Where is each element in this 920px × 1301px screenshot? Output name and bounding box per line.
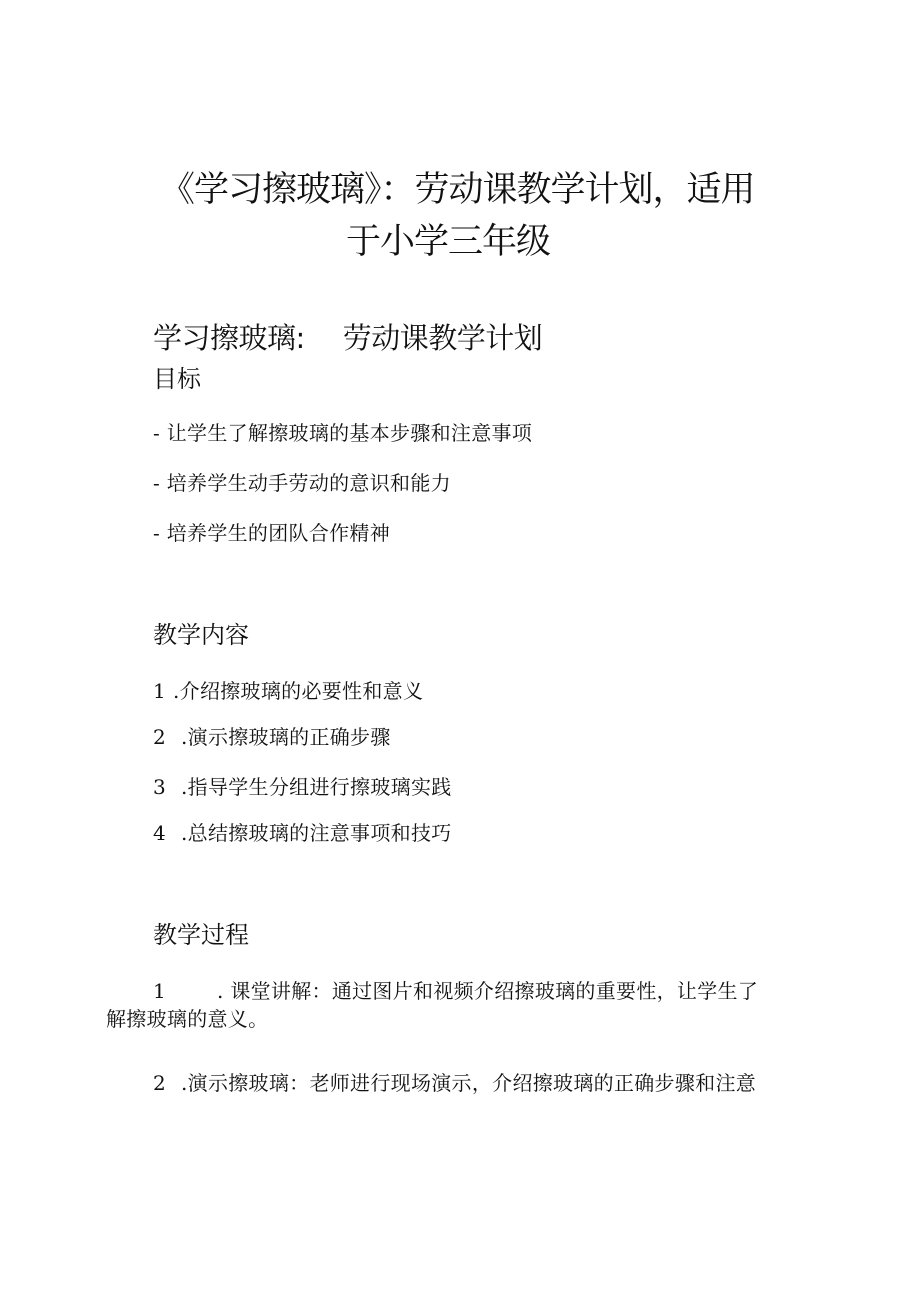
process-heading: 教学过程 <box>153 921 249 949</box>
document-title-line-2: 于小学三年级 <box>346 222 551 262</box>
goal-item: - 培养学生的团队合作精神 <box>153 521 391 545</box>
content-item-number: 1 <box>153 679 167 703</box>
process-step-1-line-1 <box>153 976 758 1006</box>
process-step-text: .演示擦玻璃：老师进行现场演示，介绍擦玻璃的正确步骤和注意 <box>181 1071 757 1095</box>
content-heading: 教学内容 <box>153 621 249 649</box>
content-item-number: 2 <box>153 725 167 749</box>
process-step-text: . 课堂讲解：通过图片和视频介绍擦玻璃的重要性，让学生了 <box>217 979 759 1003</box>
plan-title-left: 学习擦玻璃: <box>153 321 305 355</box>
content-item-text: .演示擦玻璃的正确步骤 <box>181 725 391 749</box>
content-item <box>153 676 423 706</box>
document-title-line-1: 《学习擦玻璃》：劳动课教学计划，适用 <box>160 170 755 210</box>
process-step-number: 2 <box>153 1071 167 1095</box>
content-item <box>153 818 452 848</box>
goal-item: - 培养学生动手劳动的意识和能力 <box>153 471 451 495</box>
process-step-number: 1 <box>153 979 167 1003</box>
content-item-number: 4 <box>153 821 167 845</box>
content-item-text: .介绍擦玻璃的必要性和意义 <box>173 679 424 703</box>
content-item-text: .指导学生分组进行擦玻璃实践 <box>181 775 452 799</box>
plan-title-right: 劳动课教学计划 <box>342 321 543 355</box>
content-item-number: 3 <box>153 775 167 799</box>
goal-item: - 让学生了解擦玻璃的基本步骤和注意事项 <box>153 421 533 445</box>
content-item-text: .总结擦玻璃的注意事项和技巧 <box>181 821 452 845</box>
plan-title <box>153 318 542 358</box>
goals-heading: 目标 <box>153 365 201 393</box>
process-step-2-line-1 <box>153 1068 756 1098</box>
content-item <box>153 772 452 802</box>
content-item <box>153 722 391 752</box>
process-step-1-line-2: 解擦玻璃的意义。 <box>106 1007 269 1031</box>
